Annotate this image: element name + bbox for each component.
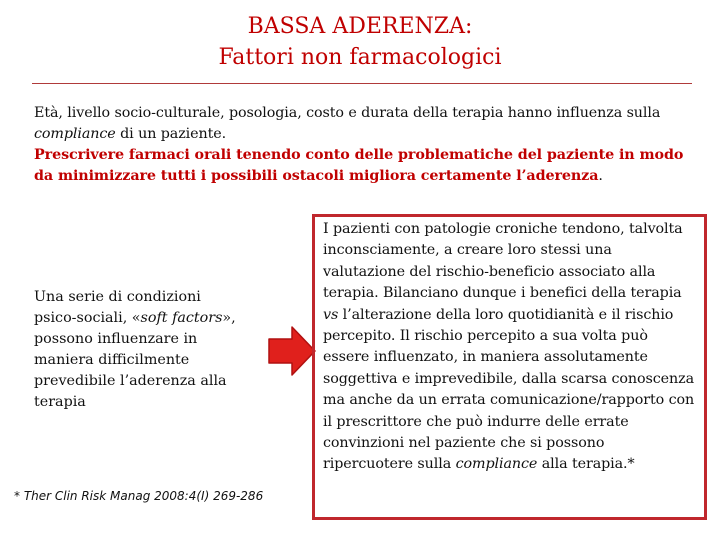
- box-text-2: l’alterazione della loro quotidianità e il rischio percepito. Il rischio percepito a sua volta può essere influenzato, in maniera assolutamente soggettiva e imprevedibile, dalla scarsa conoscenza ma anche da un errata comunicazione/rapporto con il prescrittore che può indurre delle errate convinzioni nel paziente che si possono ripercuotere sulla: [323, 306, 695, 473]
- soft-factors-text-1: Una serie di condizioni psico-sociali, «: [34, 289, 201, 326]
- soft-factors-text-2: », possono influenzare in maniera difficilmente prevedibile l’aderenza alla terapia: [34, 310, 236, 410]
- page-title-line-1: BASSA ADERENZA:: [247, 14, 473, 39]
- intro-text-end: di un paziente.: [115, 126, 227, 142]
- intro-emphasis-end: .: [598, 168, 603, 184]
- box-vs: vs: [323, 306, 339, 323]
- box-text-1: I pazienti con patologie croniche tendono, talvolta inconsciamente, a creare loro stessi una valutazione del rischio-beneficio associato alla terapia. Bilanciano dunque i benefici della terapia: [323, 221, 683, 302]
- intro-text: Età, livello socio-culturale, posologia, costo e durata della terapia hanno influenza sulla: [34, 105, 661, 121]
- intro-emphasis: Prescrivere farmaci orali tenendo conto delle problematiche del paziente in modo da minimizzare tutti i possibili ostacoli migliora certamente l’aderenza: [34, 147, 684, 184]
- intro-paragraph: [34, 103, 694, 187]
- footnote-reference: * Ther Clin Risk Manag 2008:4(I) 269-286: [14, 489, 264, 503]
- soft-factors-italic: soft factors: [140, 310, 223, 326]
- title-divider: [32, 83, 692, 84]
- risk-benefit-box: [312, 214, 707, 520]
- page-title-line-2: Fattori non farmacologici: [218, 45, 502, 70]
- intro-italic: compliance: [34, 126, 116, 142]
- box-text-3: alla terapia.*: [537, 456, 635, 473]
- box-italic: compliance: [455, 456, 538, 473]
- right-arrow-icon: [268, 325, 316, 377]
- soft-factors-paragraph: [34, 287, 244, 413]
